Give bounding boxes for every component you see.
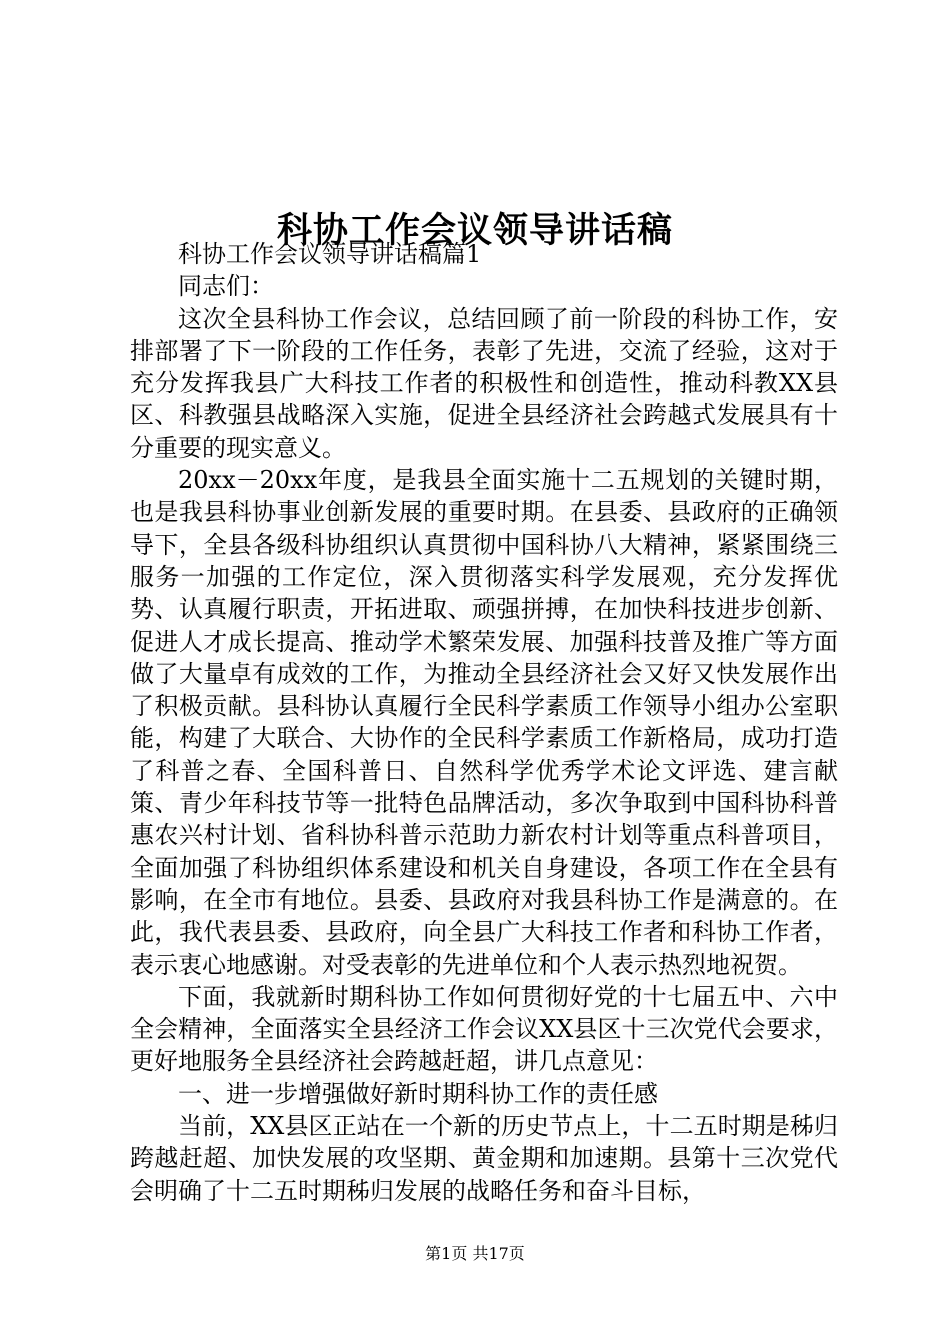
page-footer: 第1页 共17页 bbox=[425, 1244, 525, 1263]
body-paragraph: 当前，XX县区正站在一个新的历史节点上，十二五时期是秭归跨越赶超、加快发展的攻坚期、黄金期和加速期。县第十三次党代会明确了十二五时期秭归发展的战略任务和奋斗目标， bbox=[130, 1112, 838, 1205]
salutation: 同志们： bbox=[178, 272, 274, 301]
body-paragraph: 下面，我就新时期科协工作如何贯彻好党的十七届五中、六中全会精神，全面落实全县经济工作会议XX县区十三次党代会要求，更好地服务全县经济社会跨越赶超，讲几点意见： bbox=[130, 982, 838, 1076]
body-paragraph: 这次全县科协工作会议，总结回顾了前一阶段的科协工作，安排部署了下一阶段的工作任务，表彰了先进，交流了经验，这对于充分发挥我县广大科技工作者的积极性和创造性，推动科教XX县区、科教强县战略深入实施，促进全县经济社会跨越式发展具有十分重要的现实意义。 bbox=[130, 304, 838, 462]
document-body bbox=[130, 238, 838, 1207]
body-paragraph: 20xx－20xx年度，是我县全面实施十二五规划的关键时期，也是我县科协事业创新发展的重要时期。在县委、县政府的正确领导下，全县各级科协组织认真贯彻中国科协八大精神，紧紧围绕三服务一加强的工作定位，深入贯彻落实科学发展观，充分发挥优势、认真履行职责，开拓进取、顽强拼搏，在加快科技进步创新、促进人才成长提高、推动学术繁荣发展、加强科技普及推广等方面做了大量卓有成效的工作，为推动全县经济社会又好又快发展作出了积极贡献。县科协认真履行全民科学素质工作领导小组办公室职能，构建了大联合、大协作的全民科学素质工作新格局，成功打造了科普之春、全国科普日、自然科学优秀学术论文评选、建言献策、青少年科技节等一批特色品牌活动，多次争取到中国科协科普惠农兴村计划、省科协科普示范助力新农村计划等重点科普项目，全面加强了科协组织体系建设和机关自身建设，各项工作在全县有影响，在全市有地位。县委、县政府对我县科协工作是满意的。在此，我代表县委、县政府，向全县广大科技工作者和科协工作者，表示衷心地感谢。对受表彰的先进单位和个人表示热烈地祝贺。 bbox=[130, 466, 838, 979]
section-heading: 科协工作会议领导讲话稿篇1 bbox=[178, 240, 482, 268]
subsection-heading: 一、进一步增强做好新时期科协工作的责任感 bbox=[178, 1079, 658, 1108]
document-title: 科协工作会议领导讲话稿 bbox=[276, 210, 673, 252]
